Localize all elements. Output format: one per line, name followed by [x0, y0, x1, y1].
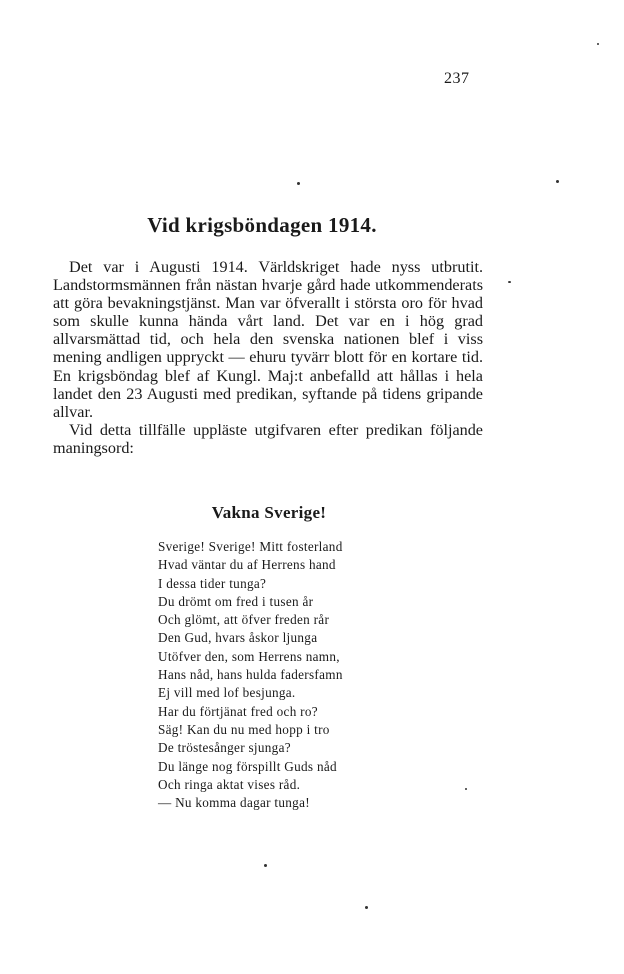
- poem-line: Du drömt om fred i tusen år: [158, 593, 314, 609]
- poem-line: Utöfver den, som Herrens namn,: [158, 648, 340, 664]
- scan-speck: [556, 180, 559, 183]
- scan-speck: [597, 43, 599, 45]
- scan-speck: [508, 281, 511, 283]
- paragraph-2: Vid detta tillfälle uppläste utgifvaren efter predikan följande maningsord:: [53, 420, 483, 457]
- poem-line: Hans nåd, hans hulda fadersfamn: [158, 667, 343, 683]
- poem-stanza: [158, 538, 343, 812]
- scan-speck: [264, 864, 267, 867]
- poem-line: Du länge nog förspillt Guds nåd: [158, 758, 337, 774]
- poem-line: Säg! Kan du nu med hopp i tro: [158, 721, 330, 737]
- poem-line: Sverige! Sverige! Mitt fosterland: [158, 539, 343, 554]
- poem-line: I dessa tider tunga?: [158, 575, 267, 591]
- poem-line: Hvad väntar du af Herrens hand: [158, 557, 336, 573]
- scan-speck: [297, 182, 300, 185]
- poem-line: Har du förtjänat fred och ro?: [158, 703, 318, 719]
- prose-body: [53, 258, 483, 457]
- paragraph-1: Det var i Augusti 1914. Världskriget hade nyss utbrutit. Landstormsmännen från nästan hvarje gård hade utkommenderats att göra bevakningstjänst. Man var öfverallt i största oro för hvad som skulle kunna hända vårt land. Det var en i hög grad allvarsmättad tid, och hela den svenska nationen blef i viss mening andligen uppryckt — ehuru tyvärr blott för en kortare tid. En krigsböndag blef af Kungl. Maj:t anbefalld att hållas i hela landet den 23 Augusti med predikan, syftande på tidens gripande allvar.: [53, 258, 483, 421]
- poem-title: Vakna Sverige!: [211, 503, 327, 522]
- scan-speck: [465, 788, 467, 790]
- poem-line: De tröstesånger sjunga?: [158, 740, 291, 756]
- poem-line: Den Gud, hvars åskor ljunga: [158, 630, 318, 646]
- poem-line: Och glömt, att öfver freden rår: [158, 612, 330, 628]
- chapter-title: Vid krigsböndagen 1914.: [147, 213, 377, 237]
- page-number: 237: [444, 70, 470, 87]
- poem-line: Ej vill med lof besjunga.: [158, 685, 296, 701]
- poem-line: — Nu komma dagar tunga!: [158, 795, 310, 811]
- scan-speck: [365, 906, 368, 909]
- poem-line: Och ringa aktat vises råd.: [158, 776, 301, 792]
